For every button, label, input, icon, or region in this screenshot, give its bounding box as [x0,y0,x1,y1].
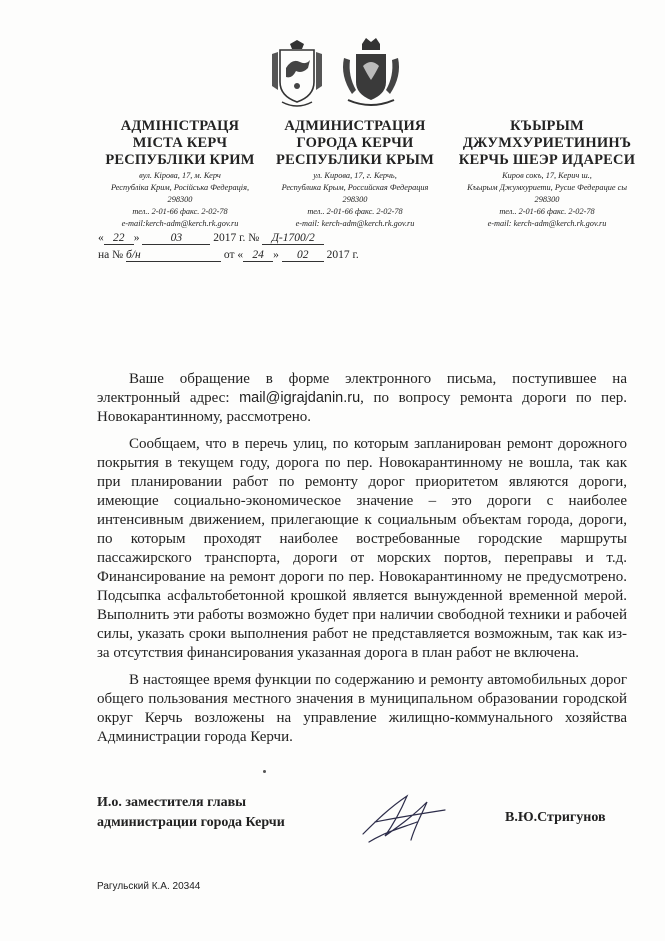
signatory-position-line-2: администрации города Керчи [97,815,285,830]
crimea-coat-of-arms-icon [268,40,326,108]
header-ua-title-1: АДМІНІСТРАЦЯ [120,118,240,134]
header-ua-address-1: вул. Кірова, 17, м. Керч [139,171,221,180]
ref-month: 02 [282,249,324,262]
header-ua-email: e-mail:kerch-adm@kerch.rk.gov.ru [121,219,239,228]
open-quote: « [98,232,104,244]
signatory-position-line-1: И.о. заместителя главы [97,795,247,810]
ref-from: от « [223,249,244,261]
header-ua-address-2: Республіка Крим, Російська Федерація, [110,183,250,192]
header-ru-title-1: АДМИНИСТРАЦИЯ [284,118,426,134]
close-quote: » [133,232,140,244]
header-ukrainian [85,118,275,229]
header-ru-address-2: Республика Крым, Российская Федерация [281,183,429,192]
outgoing-registration [98,232,324,245]
paragraph-1-start: Ваше обращение в форме электронного письма, поступившее на электронный адрес: [97,371,627,406]
header-ct-title-2: ДЖУМХУРИЕТИНИНЪ [462,135,632,151]
header-ct-title-1: КЪЫРЫМ [510,118,584,134]
header-ru-address-1: ул. Кирова, 17, г. Керчь, [313,171,397,180]
paragraph-1-end: , по вопросу ремонта дороги по пер. Новокарантинному, рассмотрено. [97,390,627,425]
paragraph-3: В настоящее время функции по содержанию и ремонту автомобильных дорог общего пользования местного значения в муниципальном образовании городской округ Керчь возложены на управление жилищно-коммунального хозяйства Администрации города Керчи. [97,672,627,745]
reg-year: 2017 г. № [213,232,260,244]
header-ru-title-3: РЕСПУБЛИКИ КРЫМ [276,152,434,168]
header-ru-title-2: ГОРОДА КЕРЧИ [296,135,414,151]
header-ru-email: e-mail: kerch-adm@kerch.rk.gov.ru [295,219,415,228]
ref-prefix: на № [98,249,124,261]
reg-day: 22 [104,232,134,245]
email-address: mail@igrajdanin.ru [239,390,361,406]
header-russian [260,118,450,229]
header-ct-address-2: Къырым Джумхуриети, Русие Федерацие сы [467,183,627,192]
signatory-position [97,793,285,833]
paragraph-2: Сообщаем, что в перечь улиц, по которым запланирован ремонт дорожного покрытия в текущем году, дорога по пер. Новокарантинному не вошла, так как при планировании работ по ремонту дорог приоритетом являются дороги, имеющие социально-экономическое значение – это дороги с наиболее интенсивным движением, прилегающие к социальным объектам города, дороги, по которым проходят наиболее востребованные городские маршруты пассажирского транспорта, дороги от морских портов, переправы и т.д. Финансирование на ремонт дороги по пер. Новокарантинному не предусмотрено. Подсыпка асфальтобетонной крошкой является вынужденной временной мерой. Выполнить эти работы возможно будет при наличии свободной техники и рабочей силы, указать сроки выполнения работ не представляется возможным, так как из-за отсутствия финансирования указанная дорога в план работ не включена. [97,436,627,661]
header-ua-phone: тел.. 2-01-66 факс. 2-02-78 [132,207,228,216]
kerch-coat-of-arms-icon [338,36,404,110]
paragraph-1 [97,370,627,427]
header-ct-postcode: 298300 [534,195,560,204]
header-crimean-tatar [452,118,642,229]
ref-number: б/н [126,249,221,262]
incoming-reference [98,249,359,262]
header-ct-address-1: Киров сокъ, 17, Керич ш., [502,171,592,180]
header-ua-postcode: 298300 [167,195,193,204]
header-ct-phone: тел.. 2-01-66 факс. 2-02-78 [499,207,595,216]
ref-year: 2017 г. [326,249,359,261]
header-ua-title-3: РЕСПУБЛІКИ КРИМ [105,152,255,168]
header-ct-title-3: КЕРЧЬ ШЕЭР ИДАРЕСИ [458,152,636,168]
reg-month: 03 [142,232,210,245]
ref-day: 24 [243,249,273,262]
ref-close-quote: » [273,249,279,261]
reg-number: Д-1700/2 [262,232,324,245]
header-ct-email: e-mail: kerch-adm@kerch.rk.gov.ru [487,219,607,228]
header-ua-title-2: МІСТА КЕРЧ [132,135,228,151]
handwritten-signature [355,782,450,852]
ink-dot [263,770,266,773]
signatory-name: В.Ю.Стригунов [505,810,606,825]
executor-info: Рагульский К.А. 20344 [97,881,201,892]
header-ru-phone: тел.. 2-01-66 факс. 2-02-78 [307,207,403,216]
letter-body [97,370,627,755]
header-ru-postcode: 298300 [342,195,368,204]
